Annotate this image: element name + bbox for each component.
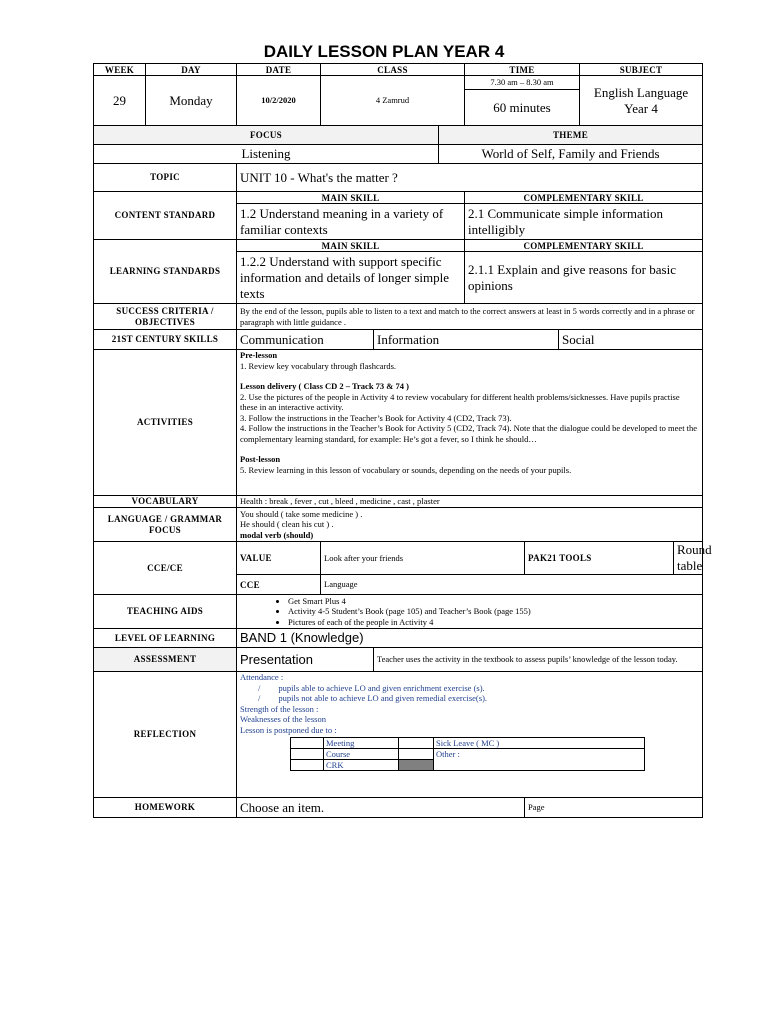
reflection-content xyxy=(237,672,703,798)
level-value: BAND 1 (Knowledge) xyxy=(237,629,703,648)
learning-main-skill-label: MAIN SKILL xyxy=(237,240,465,252)
cce-label: CCE/CE xyxy=(94,542,237,595)
teaching-aids-label: TEACHING AIDS xyxy=(94,595,237,629)
teaching-aids-content xyxy=(237,595,703,629)
activity-step: 1. Review key vocabulary through flashcards. xyxy=(240,360,397,371)
header-subject: SUBJECT xyxy=(580,64,703,76)
activity-step: 3. Follow the instructions in the Teacher’s Book for Activity 4 (CD2, Track 73). xyxy=(240,412,512,423)
century-skills-label: 21ST CENTURY SKILLS xyxy=(94,330,237,350)
reflection-option: pupils able to achieve LO and given enrichment exercise (s). xyxy=(278,682,485,693)
assessment-note: Teacher uses the activity in the textbook to assess pupils’ knowledge of the lesson today. xyxy=(374,648,703,672)
grammar-content xyxy=(237,508,703,542)
strength-text: Strength of the lesson : xyxy=(240,703,319,714)
pak21-label: PAK21 TOOLS xyxy=(525,542,674,575)
topic-label: TOPIC xyxy=(94,164,237,192)
reason-meeting: Meeting xyxy=(324,738,399,749)
century-skill-social: Social xyxy=(559,330,703,350)
theme-label: THEME xyxy=(439,126,703,145)
week-value: 29 xyxy=(94,76,146,126)
reason-crk: CRK xyxy=(324,760,399,771)
weakness-text: Weaknesses of the lesson xyxy=(240,714,326,724)
grammar-line: You should ( take some medicine ) . xyxy=(240,508,363,519)
page-label: Page xyxy=(525,798,703,818)
content-comp-skill: 2.1 Communicate simple information intelligibly xyxy=(465,204,703,240)
pre-lesson-title: Pre-lesson xyxy=(240,350,278,360)
postponed-reasons-table xyxy=(290,737,645,771)
reflection-option: pupils not able to achieve LO and given remedial exercise(s). xyxy=(278,693,488,703)
reason-other: Other : xyxy=(434,749,645,771)
post-lesson-title: Post-lesson xyxy=(240,454,281,464)
learning-comp-skill-label: COMPLEMENTARY SKILL xyxy=(465,240,703,252)
header-time: TIME xyxy=(465,64,580,76)
header-day: DAY xyxy=(146,64,237,76)
reason-sick-leave: Sick Leave ( MC ) xyxy=(434,738,645,749)
activities-content xyxy=(237,350,703,496)
reason-course: Course xyxy=(324,749,399,760)
learning-standards-label: LEARNING STANDARDS xyxy=(94,240,237,304)
header-week: WEEK xyxy=(94,64,146,76)
value-text: Look after your friends xyxy=(321,542,525,575)
content-comp-skill-label: COMPLEMENTARY SKILL xyxy=(465,192,703,204)
activity-step: 4. Follow the instructions in the Teacher’s Book for Activity 5 (CD2, Track 74). Note that the dialogue could be developed to meet the complementary learning standard, for example: He’s got a fever, so I think he should… xyxy=(240,423,698,444)
duration-value: 60 minutes xyxy=(465,90,580,126)
page-title: DAILY LESSON PLAN YEAR 4 xyxy=(263,42,505,61)
lesson-plan-table xyxy=(93,63,712,818)
checkbox-cell[interactable] xyxy=(399,738,434,749)
learning-main-skill: 1.2.2 Understand with support specific information and details of longer simple texts xyxy=(237,252,465,304)
teaching-aid-item: • Get Smart Plus 4 xyxy=(288,596,699,607)
focus-label: FOCUS xyxy=(94,126,439,145)
assessment-label: ASSESSMENT xyxy=(94,648,237,672)
activities-label: ACTIVITIES xyxy=(94,350,237,496)
checkmark-icon: / xyxy=(258,682,261,693)
cce-value: Language xyxy=(321,575,703,595)
vocabulary-text: Health : break , fever , cut , bleed , medicine , cast , plaster xyxy=(237,496,703,508)
subject-value: English Language Year 4 xyxy=(580,76,703,126)
learning-comp-skill: 2.1.1 Explain and give reasons for basic opinions xyxy=(465,252,703,304)
vocabulary-label: VOCABULARY xyxy=(94,496,237,508)
grammar-line: He should ( clean his cut ) . xyxy=(240,519,334,530)
focus-value: Listening xyxy=(94,145,439,164)
level-label: LEVEL OF LEARNING xyxy=(94,629,237,648)
homework-label: HOMEWORK xyxy=(94,798,237,818)
success-criteria-text: By the end of the lesson, pupils able to listen to a text and match to the correct answers at least in 5 words correctly and in a phrase or paragraph with little guidance . xyxy=(237,304,703,330)
header-class: CLASS xyxy=(321,64,465,76)
attendance-text: Attendance : xyxy=(240,672,284,682)
header-date: DATE xyxy=(237,64,321,76)
value-label: VALUE xyxy=(237,542,321,575)
day-value: Monday xyxy=(146,76,237,126)
activity-step: 5. Review learning in this lesson of vocabulary or sounds, depending on the needs of your pupils. xyxy=(240,464,572,475)
checkmark-icon: / xyxy=(258,693,261,703)
checkbox-cell[interactable] xyxy=(291,738,324,749)
content-standard-label: CONTENT STANDARD xyxy=(94,192,237,240)
homework-value[interactable]: Choose an item. xyxy=(237,798,525,818)
checkbox-cell-shaded xyxy=(399,760,434,771)
pak21-value: Round table xyxy=(674,542,703,575)
postponed-text: Lesson is postponed due to : xyxy=(240,724,337,735)
checkbox-cell[interactable] xyxy=(291,760,324,771)
checkbox-cell[interactable] xyxy=(399,749,434,760)
cce-sub-label: CCE xyxy=(237,575,321,595)
time-range: 7.30 am – 8.30 am xyxy=(465,76,580,90)
grammar-line: modal verb (should) xyxy=(240,529,314,540)
assessment-value: Presentation xyxy=(237,648,374,672)
century-skill-information: Information xyxy=(374,330,559,350)
success-criteria-label: SUCCESS CRITERIA / OBJECTIVES xyxy=(94,304,237,330)
teaching-aid-item: • Activity 4-5 Student’s Book (page 105) and Teacher’s Book (page 155) xyxy=(288,606,699,617)
theme-value: World of Self, Family and Friends xyxy=(439,145,703,164)
content-main-skill-label: MAIN SKILL xyxy=(237,192,465,204)
lesson-delivery-title: Lesson delivery ( Class CD 2 – Track 73 & 74 ) xyxy=(240,381,409,391)
date-value: 10/2/2020 xyxy=(237,76,321,126)
checkbox-cell[interactable] xyxy=(291,749,324,760)
grammar-label: LANGUAGE / GRAMMAR FOCUS xyxy=(94,508,237,542)
content-main-skill: 1.2 Understand meaning in a variety of familiar contexts xyxy=(237,204,465,240)
topic-value: UNIT 10 - What's the matter ? xyxy=(237,164,703,192)
reflection-label: REFLECTION xyxy=(94,672,237,798)
teaching-aid-item: • Pictures of each of the people in Activity 4 xyxy=(288,617,699,628)
activity-step: 2. Use the pictures of the people in Activity 4 to review vocabulary for different health problems/sicknesses. Have pupils practise these in an interactive activity. xyxy=(240,391,680,412)
class-value: 4 Zamrud xyxy=(321,76,465,126)
century-skill-communication: Communication xyxy=(237,330,374,350)
